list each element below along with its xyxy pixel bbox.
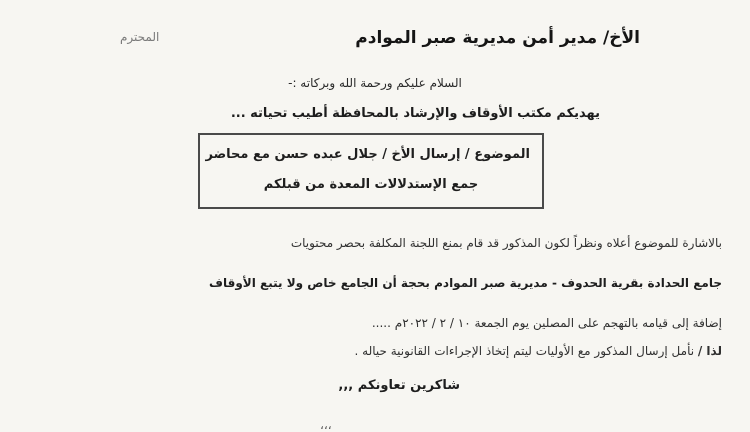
body-paragraph-2: جامع الحدادة بقرية الحدوف - مديرية صبر الموادم بحجة أن الجامع خاص ولا يتبع الأوقاف xyxy=(209,276,722,290)
greeting: السلام عليكم ورحمة الله وبركاته :- xyxy=(288,76,462,90)
body-paragraph-4 xyxy=(355,344,722,358)
body-paragraph-3: إضافة إلى قيامه بالتهجم على المصلين يوم الجمعة ١٠ / ٢ / ٢٠٢٢م ..... xyxy=(371,316,722,330)
honorific: المحترم xyxy=(120,30,160,44)
body-paragraph-4-rest: نأمل إرسال المذكور مع الأوليات ليتم إتخاذ الإجراءات القانونية حياله . xyxy=(354,344,698,358)
cutoff-line: ،،، xyxy=(320,418,332,432)
intro-line: يهديكم مكتب الأوقاف والإرشاد بالمحافظة أطيب تحياته ... xyxy=(230,106,600,121)
subject-line-1: الموضوع / إرسال الأخ / جلال عبده حسن مع محاضر xyxy=(205,147,530,162)
addressee: الأخ/ مدير أمن مديرية صبر الموادم xyxy=(355,28,640,48)
body-paragraph-1: بالاشارة للموضوع أعلاه ونظراً لكون المذكور قد قام بمنع اللجنة المكلفة بحصر محتويات xyxy=(290,236,722,250)
subject-box xyxy=(198,133,544,209)
body-paragraph-4-lead: لذا / xyxy=(697,344,722,358)
closing-line: شاكرين تعاونكم ,,, xyxy=(338,378,460,393)
subject-line-2: جمع الإستدلالات المعدة من قبلكم xyxy=(263,177,479,192)
